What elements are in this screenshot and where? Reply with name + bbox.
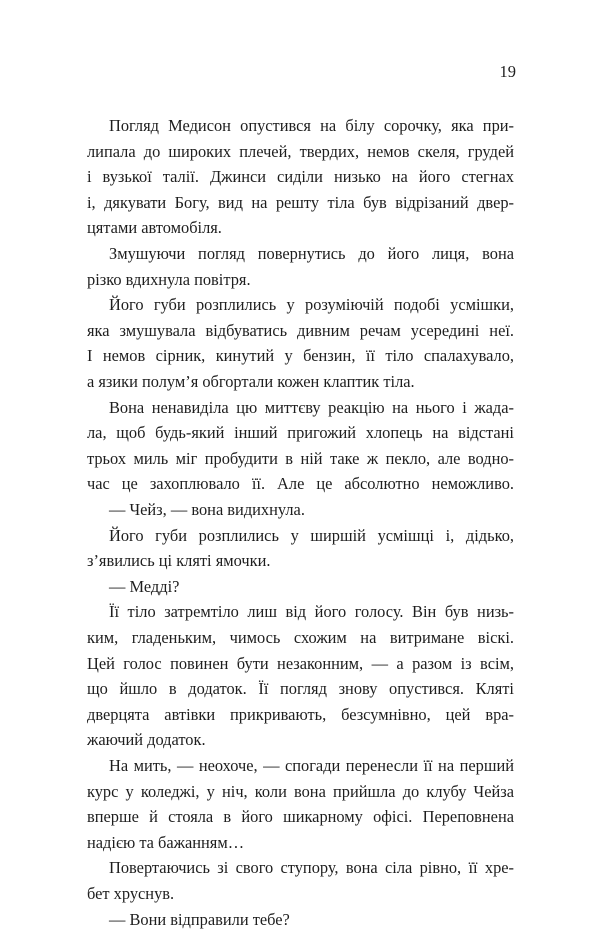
text-line: курс у коледжі, у ніч, коли вона прийшла до клубу Чейза: [87, 781, 514, 801]
text-line: — Чейз, — вона видихнула.: [109, 500, 305, 519]
text-line: час це захоплювало її. Але це абсолютно неможливо.: [87, 474, 514, 494]
text-line: і вузької талії. Джинси сиділи низько на його стегнах: [87, 167, 514, 187]
text-line: надією та бажанням…: [87, 832, 245, 852]
text-line: а язики полум’я обгортали кожен клаптик тіла.: [87, 372, 415, 391]
text-line: Його губи розплились у розуміючій подобі усмішки,: [109, 295, 514, 315]
text-line: І немов сірник, кинутий у бензин, її тіло спалахувало,: [87, 346, 514, 366]
text-line: вперше й стояла в його шикарному офісі. Переповнена: [87, 807, 514, 827]
text-line: На мить, — неохоче, — спогади перенесли її на перший: [109, 756, 514, 775]
text-line: Його губи розплились у ширшій усмішці і, дідько,: [109, 525, 514, 545]
text-line: жаючий додаток.: [87, 730, 206, 750]
text-line: — Медді?: [109, 576, 180, 596]
text-line: Змушуючи погляд повернутись до його лиця, вона: [109, 244, 514, 263]
page-number: 19: [499, 62, 516, 81]
text-line: Її тіло затремтіло лиш від його голосу. Він був низь-: [109, 602, 514, 622]
text-line: і, дякувати Богу, вид на решту тіла був відрізаний двер-: [87, 192, 514, 212]
text-line: Погляд Медисон опустився на білу сорочку, яка при-: [109, 116, 514, 135]
text-line: з’явились ці кляті ямочки.: [87, 551, 271, 571]
text-line: різко вдихнула повітря.: [87, 269, 251, 289]
text-line: — Вони відправили тебе?: [109, 909, 290, 929]
text-line: Цей голос повинен бути незаконним, — а разом із всім,: [87, 653, 514, 673]
text-line: ким, гладеньким, чимось схожим на витримане віскі.: [87, 628, 514, 647]
text-line: цятами автомобіля.: [87, 218, 222, 238]
text-line: Повертаючись зі свого ступору, вона сіла рівно, її хре-: [109, 858, 514, 878]
text-line: липала до широких плечей, твердих, немов скеля, грудей: [87, 141, 514, 161]
text-line: трьох миль міг пробудити в ній таке ж пекло, але водно-: [87, 448, 514, 468]
text-line: бет хруснув.: [87, 884, 175, 903]
text-line: дверцята автівки прикривають, безсумнівно, цей вра-: [87, 704, 514, 724]
text-line: ла, щоб будь-який інший пригожий хлопець на відстані: [87, 423, 514, 443]
text-line: що йшло в додаток. Її погляд знову опустився. Кляті: [87, 679, 514, 699]
text-line: Вона ненавиділа цю миттєву реакцію на нього і жада-: [109, 397, 514, 417]
text-line: яка змушувала відбуватись дивним речам усередині неї.: [87, 320, 514, 340]
